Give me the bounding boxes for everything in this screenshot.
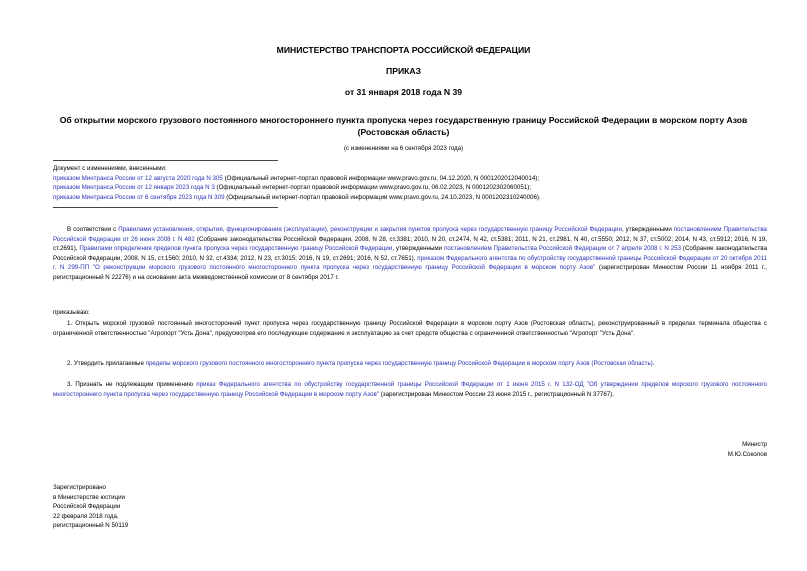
edition-note: (с изменениями на 6 сентября 2023 года) (343, 145, 464, 152)
registration-line: 22 февраля 2018 года, (53, 512, 119, 520)
signature-block (567, 440, 767, 459)
registration-line: Российской Федерации (53, 503, 121, 511)
item-3: 3. Признать не подлежащим применению приказ Федерального агентства по обустройству государственной границы Российской Федерации от 1 июня 2015 г. N 132-ОД "Об утверждении пределов морского грузового постоянного многостороннего пункта пропуска через государственную границу Российской Федерации в морском порту Азов" (зарегистрирован Минюстом России 23 июня 2015 г., регистрационный N 37767). (53, 381, 767, 398)
amendments-top-rule (53, 160, 278, 161)
document-title: Об открытии морского грузового постоянного многостороннего пункта пропуска через государственную границу Российской Федерации в морском порту Азов (Ростовская область) (59, 115, 748, 137)
amendment-item: приказом Минтранса России от 12 января 2023 года N 3 (Официальный интернет-портал правовой информации www.pravo.gov.ru, 06.02.2023, N 0001202302060051); (53, 184, 531, 192)
order-132-link[interactable]: приказ Федерального агентства по обустройству государственной границы Российской Федерации от 1 июня 2015 г. N 132-ОД "Об утверждении пределов морского грузового постоянного многостороннего пункта пропуска через государственную границу Российской Федерации в морском порту Азов" (53, 381, 767, 398)
signatory-position: Министр (742, 441, 767, 448)
ministry-name: МИНИСТЕРСТВО ТРАНСПОРТА РОССИЙСКОЙ ФЕДЕРАЦИИ (276, 45, 531, 55)
doc-date-number: от 31 января 2018 года N 39 (344, 87, 463, 97)
item-1: 1. Открыть морской грузовой постоянный многосторонний пункт пропуска через государственную границу Российской Федерации в морском порту Азов (Ростовская область), реконструированный в пределах терминала общества с ограниченной ответственностью "Агропорт "Усть Дона", предусмотрев его последующее содержание и эксплуатацию за счет средств общества с ограниченной ответственностью "Агропорт "Усть Дона". (53, 320, 767, 337)
registration-line: в Министерстве юстиции (53, 493, 126, 501)
limits-link[interactable]: пределы морского грузового постоянного многостороннего пункта пропуска через государственную границу Российской Федерации в морском порту Азов (Ростовская область) (145, 360, 653, 367)
order-299-link[interactable]: приказом Федерального агентства по обустройству государственной границы Российской Федерации от 20 октября 2011 г. N 299-ПП "О реконструкции морского грузового постоянного многостороннего пункта пропуска через государственную границу Российской Федерации в морском порту Азов" (53, 254, 768, 272)
amendments-list (53, 164, 773, 202)
amendments-bottom-rule (53, 207, 278, 208)
rules-limits-link[interactable]: Правилами определения пределов пункта пропуска через государственную границу Российской Федерации (79, 245, 393, 253)
amendment-link[interactable]: приказом Минтранса России от 12 января 2023 года N 3 (53, 184, 215, 192)
item-2: 2. Утвердить прилагаемые пределы морского грузового постоянного многостороннего пункта пропуска через государственную границу Российской Федерации в морском порту Азов (Ростовская область). (67, 360, 655, 367)
doc-type: ПРИКАЗ (386, 66, 421, 76)
amendment-link[interactable]: приказом Минтранса России от 12 августа 2020 года N 305 (53, 174, 223, 182)
resolution-482-link[interactable]: постановлением Правительства Российской Федерации от 26 июня 2008 г. N 482 (53, 226, 768, 243)
amendments-intro: Документ с изменениями, внесенными: (53, 165, 167, 172)
registration-block (53, 483, 253, 531)
amendment-item: приказом Минтранса России от 6 сентября 2023 года N 309 (Официальный интернет-портал правовой информации www.pravo.gov.ru, 24.10.2023, N 0001202310240006). (53, 193, 541, 201)
amendment-link[interactable]: приказом Минтранса России от 6 сентября 2023 года N 309 (53, 193, 225, 201)
registration-line: регистрационный N 50119 (53, 522, 129, 530)
preamble-paragraph: В соответствии с Правилами установления, открытия, функционирования (эксплуатации), реконструкции и закрытия пунктов пропуска через государственную границу Российской Федерации, утвержденными постановлением Правительства Российской Федерации от 26 июня 2008 г. N 482 (Собрание законодательства Российской Федерации, 2008, N 28, ст.3381; 2010, N 20, ст.2474, N 42, ст.5381; 2011, N 21, ст.2981, N 40, ст.5550; 2012, N 37, ст.5002; 2014, N 43, ст.5912; 2016, N 19, ст.2691), Правилами определения пределов пункта пропуска через государственную границу Российской Федерации, утвержденными постановлением Правительства Российской Федерации от 7 апреля 2008 г. N 253 (Собрание законодательства Российской Федерации, 2008, N 15, ст.1560; 2010, N 32, ст.4334; 2012, N 23, ст.3015; 2016, N 19, ст.2691; 2016, N 52, ст.7651), приказом Федерального агентства по обустройству государственной границы Российской Федерации от 20 октября 2011 г. N 299-ПП "О реконструкции морского грузового постоянного многостороннего пункта пропуска через государственную границу Российской Федерации в морском порту Азов" (зарегистрирован Минюстом России 11 ноября 2011 г., регистрационный N 22276) и на основании акта межведомственной комиссии от 8 сентября 2017 г. (53, 226, 768, 281)
resolution-253-link[interactable]: постановлением Правительства Российской Федерации от 7 апреля 2008 г. N 253 (443, 245, 682, 253)
rules-link[interactable]: Правилами установления, открытия, функционирования (эксплуатации), реконструкции и закрытия пунктов пропуска через государственную границу Российской Федерации (118, 226, 622, 233)
order-word: приказываю: (53, 309, 90, 316)
amendment-item: приказом Минтранса России от 12 августа 2020 года N 305 (Официальный интернет-портал правовой информации www.pravo.gov.ru, 04.12.2020, N 0001202012040014); (53, 174, 540, 182)
registration-line: Зарегистрировано (53, 484, 106, 491)
signatory-name: М.Ю.Соколов (727, 450, 767, 458)
